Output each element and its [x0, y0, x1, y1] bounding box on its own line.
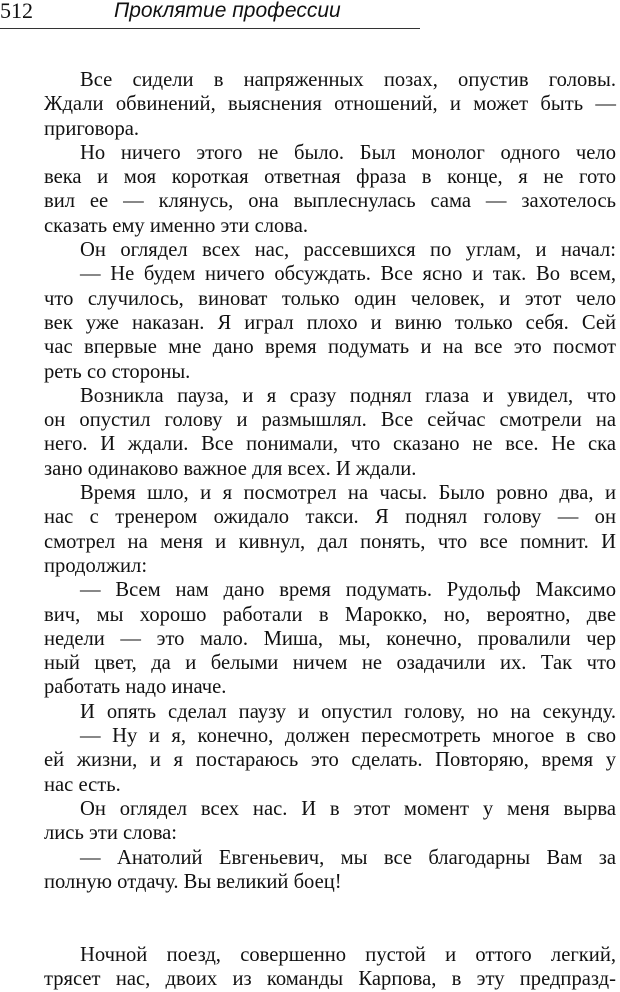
text-line: Возникла пауза, и я сразу поднял глаза и увидел, что [80, 384, 616, 407]
text-line: вил ее — клянусь, она выплеснулась сама — захотелось [44, 190, 616, 213]
text-line: лись эти слова: [44, 822, 178, 845]
text-line: — Всем нам дано время подумать. Рудольф Максимо [80, 579, 616, 602]
text-line: час впервые мне дано время подумать и на все это посмот [44, 336, 616, 359]
text-line: что случилось, виноват только один человек, и этот чело [44, 287, 616, 310]
text-line: недели — это мало. Миша, мы, конечно, провалили чер [44, 627, 616, 650]
section-break [44, 894, 616, 943]
text-line: полную отдачу. Вы великий боец! [44, 870, 342, 893]
text-line: нас с тренером ожидало такси. Я поднял голову — он [44, 506, 616, 529]
text-line: века и моя короткая ответная фраза в конце, я не гото [44, 166, 616, 189]
text-line: Но ничего этого не было. Был монолог одного чело [80, 141, 616, 164]
text-line: вич, мы хорошо работали в Марокко, но, вероятно, две [44, 603, 616, 626]
text-line: приговора. [44, 117, 140, 140]
text-line: Время шло, и я посмотрел на часы. Было ровно два, и [80, 482, 616, 505]
text-line: сказать ему именно эти слова. [44, 214, 309, 237]
text-line: век уже наказан. Я играл плохо и виню только себя. Сей [44, 311, 616, 334]
text-line: продолжил: [44, 554, 148, 577]
text-line: ный цвет, да и белыми ничем не озадачили их. Так что [44, 652, 616, 675]
text-line: работать надо иначе. [44, 676, 227, 699]
text-line: Ночной поезд, совершенно пустой и оттого легкий, [80, 944, 616, 967]
text-line: него. И ждали. Все понимали, что сказано не все. Не ска [44, 433, 616, 456]
text-line: Ждали обвинений, выяснения отношений, и может быть — [44, 93, 616, 116]
text-line: смотрел на меня и кивнул, дал понять, что все помнит. И [44, 530, 616, 553]
text-line: нас есть. [44, 773, 121, 796]
running-title: Проклятие профессии [114, 0, 341, 22]
text-line: — Ну и я, конечно, должен пересмотреть многое в сво [80, 725, 616, 748]
text-line: реть со стороны. [44, 360, 191, 383]
body-text [44, 68, 616, 992]
text-line: Все сидели в напряженных позах, опустив головы. [80, 69, 616, 91]
text-line: И опять сделал паузу и опустил голову, но на секунду. [80, 700, 616, 723]
running-header [0, 0, 420, 29]
text-line: Он оглядел всех нас, рассевшихся по углам, и начал: [80, 239, 616, 262]
text-line: трясет нас, двоих из команды Карпова, в эту предпразд- [44, 968, 616, 991]
text-line: — Анатолий Евгеньевич, мы все благодарны Вам за [80, 846, 616, 869]
text-line: Он оглядел всех нас. И в этот момент у меня вырва [80, 797, 616, 820]
text-line: ей жизни, и я постараюсь это сделать. Повторяю, время у [44, 749, 616, 772]
text-line: зано одинаково важное для всех. И ждали. [44, 457, 417, 480]
text-line: он опустил голову и размышлял. Все сейчас смотрели на [44, 409, 616, 432]
page-number: 512 [0, 0, 33, 23]
text-line: — Не будем ничего обсуждать. Все ясно и так. Во всем, [80, 263, 616, 286]
